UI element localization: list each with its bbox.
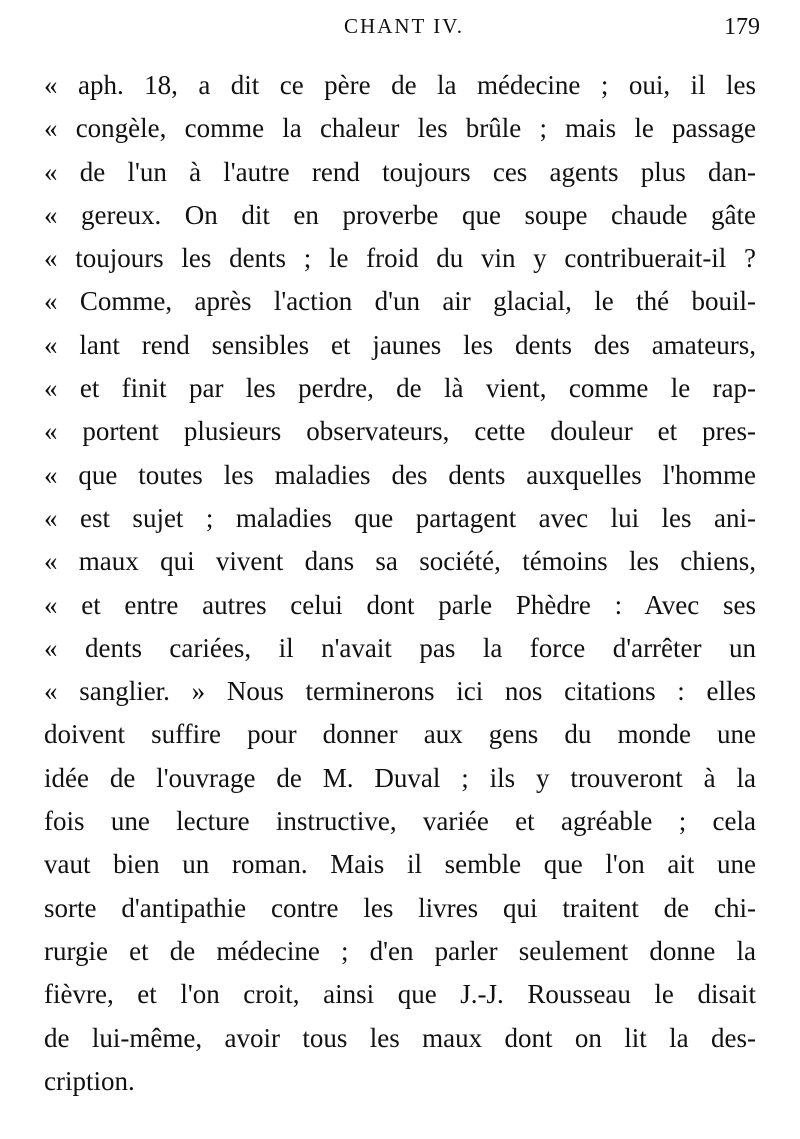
body-text xyxy=(44,64,756,1103)
text-line: « toujours les dents ; le froid du vin y contribuerait-il ? xyxy=(44,243,756,274)
running-title: CHANT IV. xyxy=(344,14,464,38)
text-line: doivent suffire pour donner aux gens du monde une xyxy=(44,719,756,750)
text-line: de lui-même, avoir tous les maux dont on lit la des- xyxy=(44,1022,756,1053)
text-line: rurgie et de médecine ; d'en parler seulement donne la xyxy=(44,935,756,966)
text-line: « congèle, comme la chaleur les brûle ; mais le passage xyxy=(44,113,756,144)
text-line: « est sujet ; maladies que partagent avec lui les ani- xyxy=(44,502,756,533)
page-number: 179 xyxy=(724,14,760,40)
text-line: idée de l'ouvrage de M. Duval ; ils y trouveront à la xyxy=(44,762,756,793)
running-head xyxy=(48,8,760,48)
text-line: « gereux. On dit en proverbe que soupe chaude gâte xyxy=(44,199,756,230)
text-line: « et entre autres celui dont parle Phèdre : Avec ses xyxy=(44,589,756,620)
text-line: « de l'un à l'autre rend toujours ces agents plus dan- xyxy=(44,156,756,187)
text-line: cription. xyxy=(44,1065,135,1096)
text-line: sorte d'antipathie contre les livres qui traitent de chi- xyxy=(44,892,756,923)
text-line: « aph. 18, a dit ce père de la médecine ; oui, il les xyxy=(44,70,756,100)
text-line: « et finit par les perdre, de là vient, comme le rap- xyxy=(44,373,756,404)
text-line: « Comme, après l'action d'un air glacial, le thé bouil- xyxy=(44,286,756,317)
text-line: « sanglier. » Nous terminerons ici nos citations : elles xyxy=(44,676,756,707)
text-line: « lant rend sensibles et jaunes les dents des amateurs, xyxy=(44,329,756,360)
text-line: fièvre, et l'on croit, ainsi que J.-J. Rousseau le disait xyxy=(44,979,756,1010)
text-line: « portent plusieurs observateurs, cette douleur et pres- xyxy=(44,416,756,447)
text-line: « que toutes les maladies des dents auxquelles l'homme xyxy=(44,459,756,490)
text-line: vaut bien un roman. Mais il semble que l'on ait une xyxy=(44,849,756,880)
text-line: « maux qui vivent dans sa société, témoins les chiens, xyxy=(44,546,756,577)
text-line: fois une lecture instructive, variée et agréable ; cela xyxy=(44,806,756,837)
text-line: « dents cariées, il n'avait pas la force d'arrêter un xyxy=(44,632,756,663)
